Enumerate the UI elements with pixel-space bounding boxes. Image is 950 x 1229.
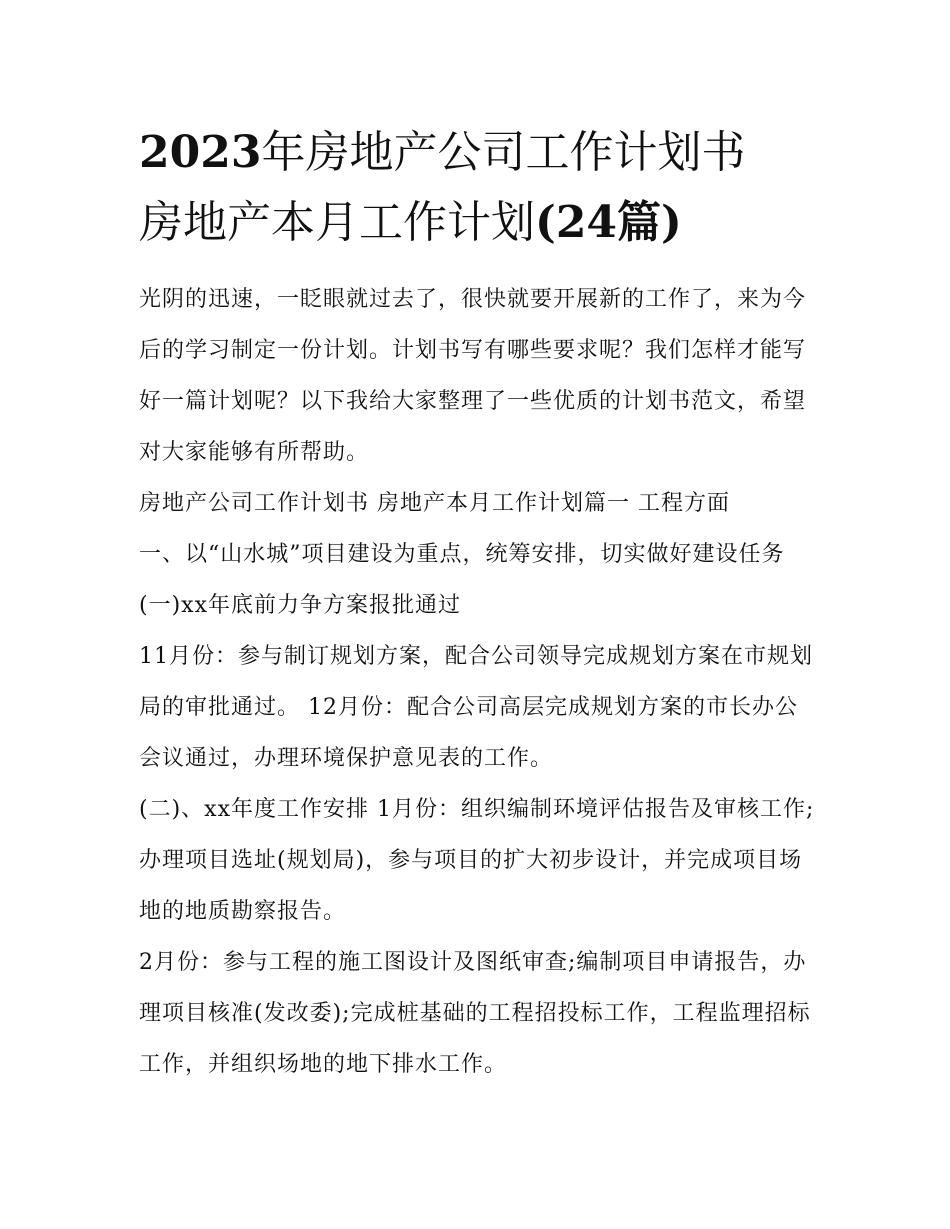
paragraph-january: (二)、xx年度工作安排 1月份：组织编制环境评估报告及审核工作;办理项目选址(规划局)，参与项目的扩大初步设计，并完成项目场地的地质勘察报告。 <box>139 797 815 924</box>
title-count: (24篇) <box>535 197 682 248</box>
title-line1-text: 年房地产公司工作计划书 <box>261 127 746 178</box>
paragraph-section-heading: 房地产公司工作计划书 房地产本月工作计划篇一 工程方面 <box>139 491 730 516</box>
document-body <box>139 274 819 1090</box>
paragraph-intro: 光阴的迅速，一眨眼就过去了，很快就要开展新的工作了，来为今后的学习制定一份计划。计划书写有哪些要求呢？我们怎样才能写好一篇计划呢？以下我给大家整理了一些优质的计划书范文，希望对大家能够有所帮助。 <box>139 287 807 465</box>
paragraph-item-1: 一、以“山水城”项目建设为重点，统筹安排，切实做好建设任务 (一)xx年底前力争方案报批通过 <box>139 542 785 618</box>
paragraph-november-december: 11月份：参与制订规划方案，配合公司领导完成规划方案在市规划局的审批通过。 12月份：配合公司高层完成规划方案的市长办公会议通过，办理环境保护意见表的工作。 <box>139 644 813 771</box>
document-page <box>139 118 819 1090</box>
document-title <box>139 118 819 258</box>
paragraph-february: 2月份：参与工程的施工图设计及图纸审查;编制项目申请报告，办理项目核准(发改委);完成桩基础的工程招投标工作，工程监理招标工作，并组织场地的地下排水工作。 <box>139 950 811 1077</box>
title-year: 2023 <box>139 127 262 178</box>
title-line2: 房地产本月工作计划 <box>139 197 535 248</box>
